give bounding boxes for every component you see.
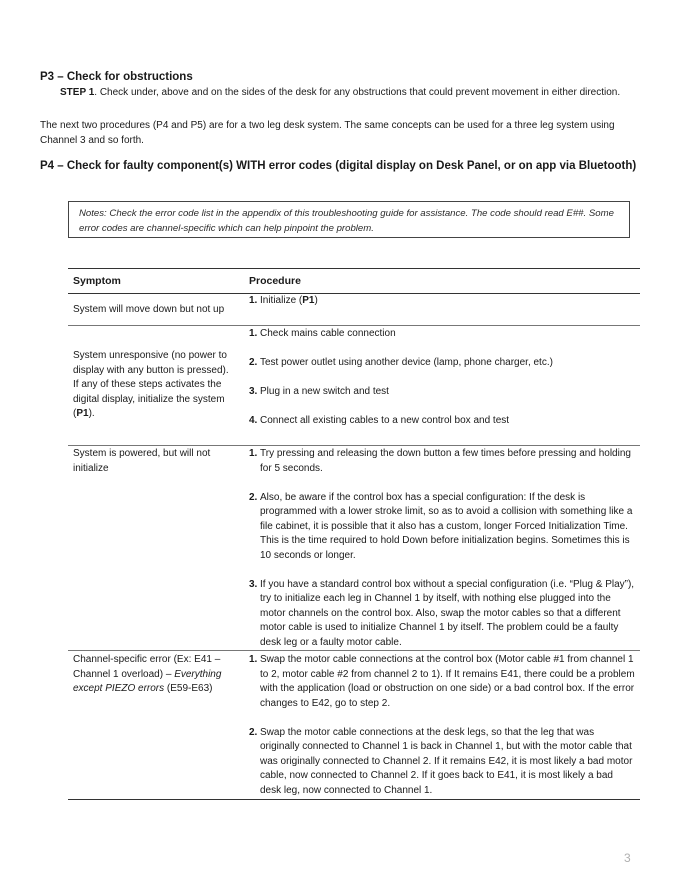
row3-rule <box>68 650 640 651</box>
step-text: . Check under, above and on the sides of the desk for any obstructions that could prevent movement in either direction. <box>94 87 621 98</box>
row3-symptom: System is powered, but will not initialize <box>73 448 211 474</box>
row1-step: 1. Initialize (P1) <box>249 295 318 306</box>
row4-procedure <box>249 653 635 798</box>
row2-step-4: 4. Connect all existing cables to a new control box and test <box>249 415 510 426</box>
row4-step-2: 2. Swap the motor cable connections at the desk legs, so that the leg that was originally connected to Channel 1 is back in Channel 1, but with the motor cable that was originally connected to Channel 2. If it remains E42, it is most likely a bad motor cable, now connected to Channel 2. If it goes back to E41, it is most likely a bad desk leg, now connected to Channel 1. <box>249 726 633 796</box>
table-bottom-rule <box>68 799 640 800</box>
page-number: 3 <box>624 851 631 865</box>
row3-step-1: 1. Try pressing and releasing the down button a few times before pressing and holding for 5 seconds. <box>249 448 631 474</box>
row4-step-1: 1. Swap the motor cable connections at the control box (Motor cable #1 from channel 1 to 2, motor cable #2 from channel 2 to 1). If It remains E41, there could be a problem with the application (load or obstruction on one side) or a bad control box. If the error changes to E42, go to step 2. <box>249 654 635 709</box>
row3-step-2: 2. Also, be aware if the control box has a special configuration: If the desk is programmed with a lower stroke limit, so as to avoid a collision with something like a file cabinet, it is possible that it also has a custom, longer Forced Initialization Time. This is the time required to hold Down before initialization begins. Sometimes this is 10 seconds or longer. <box>249 491 633 561</box>
intro-paragraph: The next two procedures (P4 and P5) are for a two leg desk system. The same concepts can be used for a three leg system using Channel 3 and so forth. <box>40 120 615 146</box>
row1-procedure <box>249 294 635 309</box>
p4-heading: P4 – Check for faulty component(s) WITH error codes (digital display on Desk Panel, or on app via Bluetooth) <box>40 160 637 172</box>
row4-symptom: Channel-specific error (Ex: E41 – Channel 1 overload) – Everything except PIEZO errors (E59-E63) <box>73 654 222 694</box>
row2-step-3: 3. Plug in a new switch and test <box>249 386 389 397</box>
p3-heading: P3 – Check for obstructions <box>40 71 193 83</box>
row1-rule <box>68 325 640 326</box>
table-top-rule <box>68 268 640 269</box>
row3-procedure <box>249 447 635 650</box>
notes-box: Notes: Check the error code list in the appendix of this troubleshooting guide for assistance. The code should read E##. Some error codes are channel-specific which can help pinpoint the problem. <box>68 201 630 238</box>
p3-step-1 <box>60 87 620 98</box>
row2-rule <box>68 445 640 446</box>
row2-procedure <box>249 327 635 429</box>
row2-step-1: 1. Check mains cable connection <box>249 328 396 339</box>
row2-symptom: System unresponsive (no power to display with any button is pressed). If any of these steps activates the digital display, initialize the system (P1). <box>73 350 229 419</box>
row1-symptom: System will move down but not up <box>73 304 225 315</box>
row3-step-3: 3. If you have a standard control box without a special configuration (i.e. “Plug & Play”), try to initialize each leg in Channel 1 by itself, with nothing else plugged into the motor channels on the control box. Also, swap the motor cables so that a different motor cable is used to initialize Channel 1 by itself. The problem could be a faulty desk leg or a faulty motor cable. <box>249 578 635 648</box>
step-label: STEP 1 <box>60 87 95 98</box>
row2-step-2: 2. Test power outlet using another device (lamp, phone charger, etc.) <box>249 357 553 368</box>
header-symptom: Symptom <box>73 275 121 287</box>
header-procedure: Procedure <box>249 275 301 287</box>
